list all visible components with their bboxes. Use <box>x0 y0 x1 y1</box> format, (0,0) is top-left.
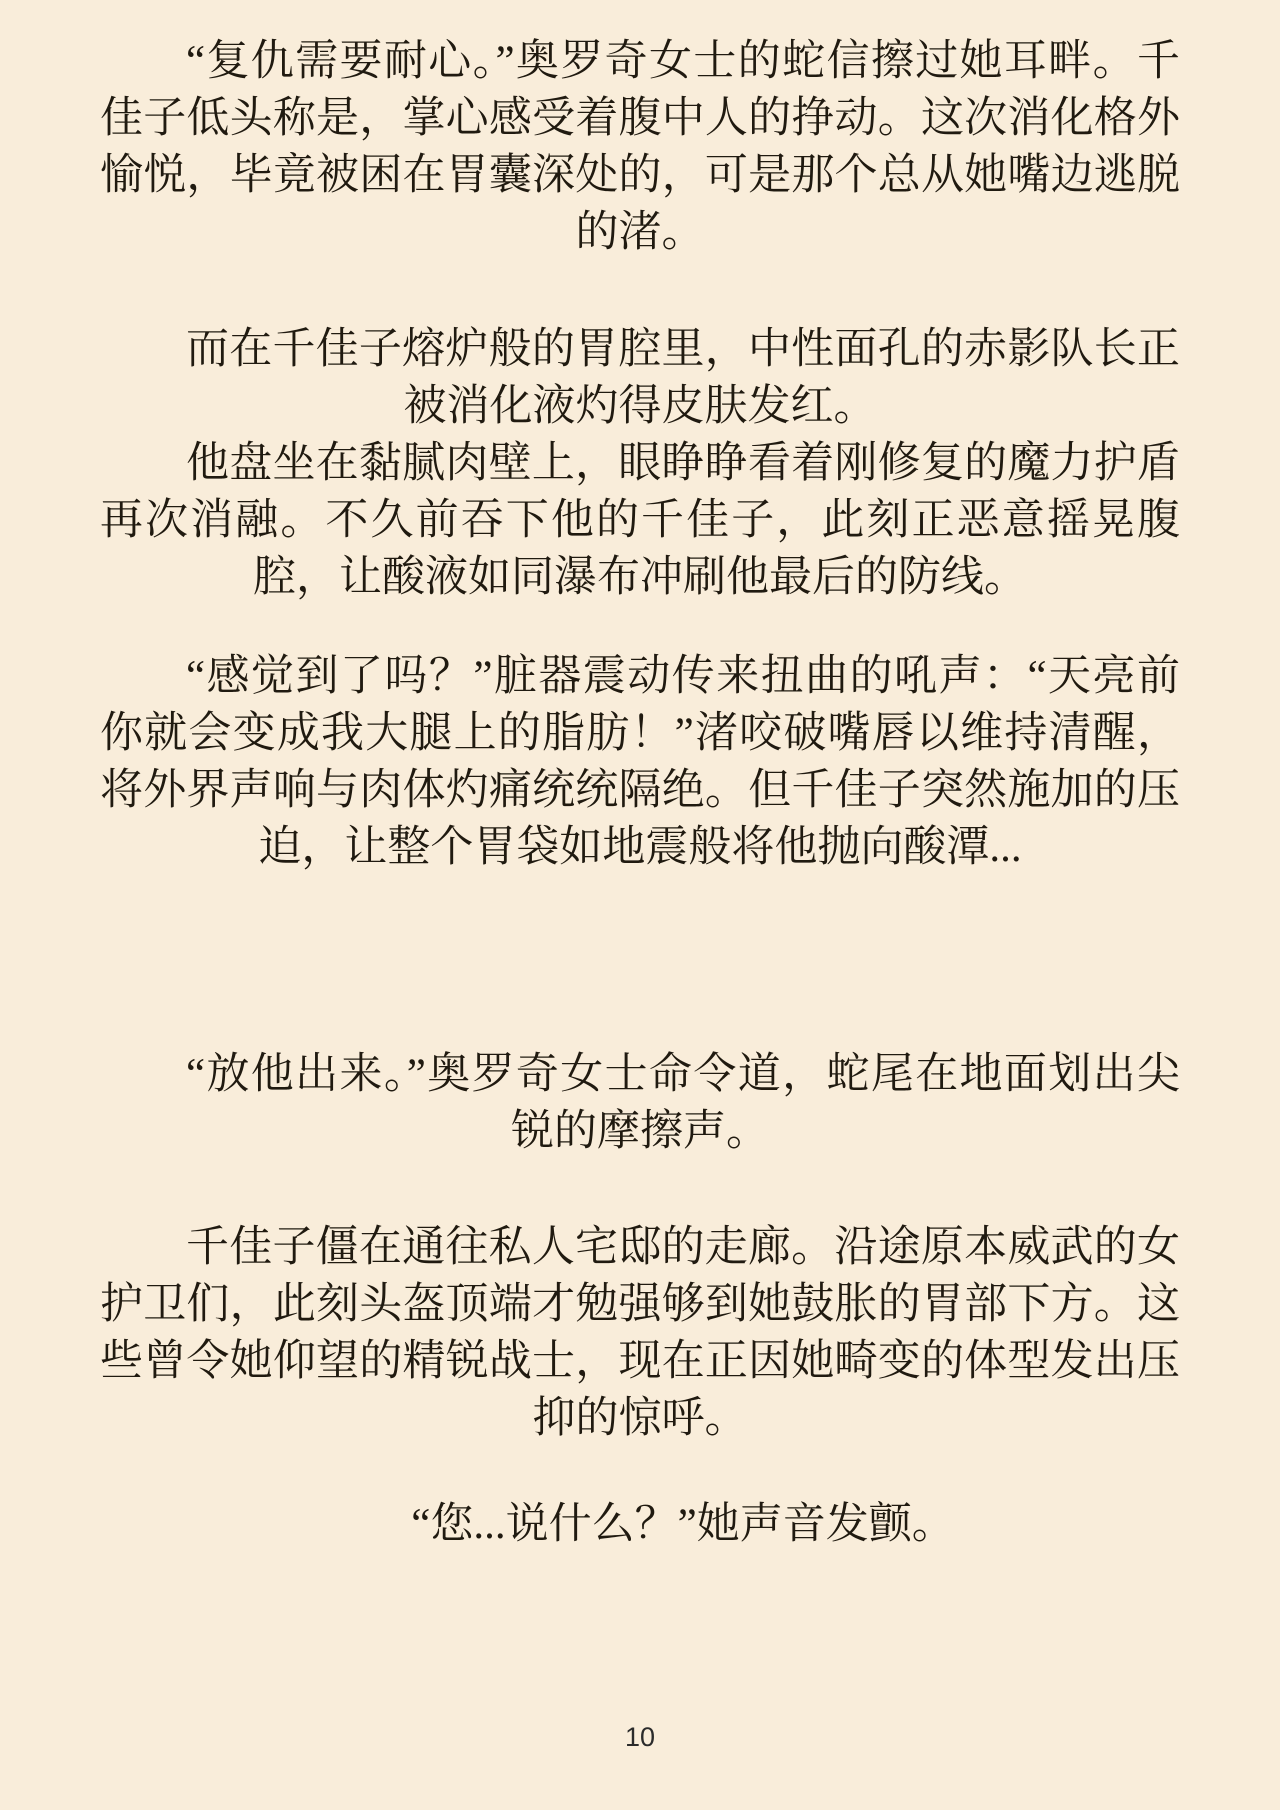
paragraph-3: 他盘坐在黏腻肉壁上，眼睁睁看着刚修复的魔力护盾再次消融。不久前吞下他的千佳子，此刻正恶意摇晃腹腔，让酸液如同瀑布冲刷他最后的防线。 <box>100 440 1180 601</box>
page-number: 10 <box>624 1722 656 1752</box>
paragraph-2: 而在千佳子熔炉般的胃腔里，中性面孔的赤影队长正被消化液灼得皮肤发红。 <box>186 326 1180 430</box>
paragraph-5: “放他出来。”奥罗奇女士命令道，蛇尾在地面划出尖锐的摩擦声。 <box>186 1051 1180 1155</box>
paragraph-6: 千佳子僵在通往私人宅邸的走廊。沿途原本威武的女护卫们，此刻头盔顶端才勉强够到她鼓胀的胃部下方。这些曾令她仰望的精锐战士，现在正因她畸变的体型发出压抑的惊呼。 <box>100 1224 1180 1442</box>
paragraph-1: “复仇需要耐心。”奥罗奇女士的蛇信擦过她耳畔。千佳子低头称是，掌心感受着腹中人的挣动。这次消化格外愉悦，毕竟被困在胃囊深处的，可是那个总从她嘴边逃脱的渚。 <box>100 38 1180 256</box>
paragraph-7: “您...说什么？”她声音发颤。 <box>411 1501 955 1548</box>
paragraph-4: “感觉到了吗？”脏器震动传来扭曲的吼声：“天亮前你就会变成我大腿上的脂肪！”渚咬破嘴唇以维持清醒，将外界声响与肉体灼痛统统隔绝。但千佳子突然施加的压迫，让整个胃袋如地震般将他抛向酸潭... <box>100 653 1180 871</box>
